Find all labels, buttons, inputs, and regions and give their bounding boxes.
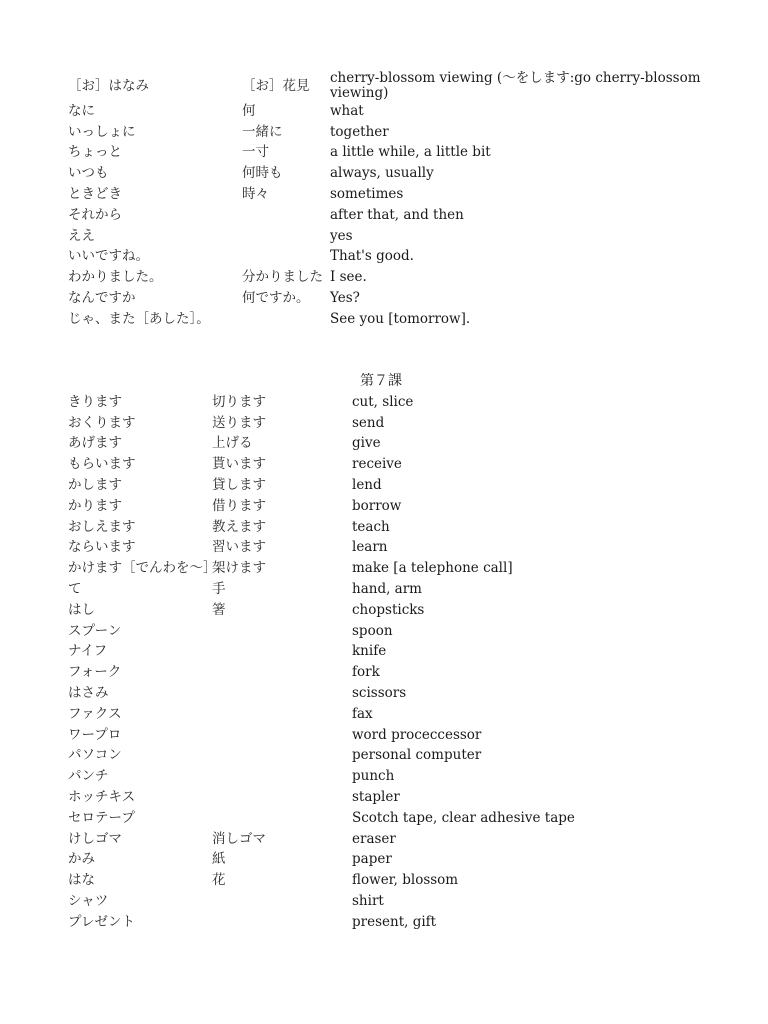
english-cell: flower, blossom: [352, 872, 459, 889]
kanji-cell: 時々: [242, 186, 269, 203]
vocab-row: [68, 538, 688, 559]
kanji-cell: 切ります: [212, 393, 266, 410]
kanji-cell: 架けます: [212, 560, 266, 577]
kana-cell: なんですか: [68, 290, 136, 307]
kana-cell: ホッチキス: [68, 789, 136, 806]
english-cell: That's good.: [330, 248, 414, 265]
english-cell: Scotch tape, clear adhesive tape: [352, 809, 575, 826]
english-cell: always, usually: [330, 165, 434, 182]
kanji-cell: 何ですか。: [242, 290, 310, 307]
kanji-cell: 借ります: [212, 497, 266, 514]
vocab-row: [68, 787, 688, 808]
vocab-row: [68, 247, 708, 268]
vocab-row: [68, 579, 688, 600]
kana-cell: あげます: [68, 435, 122, 452]
kanji-cell: [212, 891, 352, 912]
english-cell: teach: [352, 518, 390, 535]
kana-cell: おくります: [68, 414, 136, 431]
english-cell: cut, slice: [352, 393, 414, 410]
vocab-row: [68, 766, 688, 787]
english-cell: sometimes: [330, 186, 404, 203]
kanji-cell: [212, 746, 352, 767]
english-cell: scissors: [352, 685, 407, 702]
vocab-table-lesson-7: [68, 392, 688, 933]
vocab-row: [68, 434, 688, 455]
vocab-row: [68, 808, 688, 829]
english-cell: spoon: [352, 622, 393, 639]
kana-cell: ときどき: [68, 186, 122, 203]
vocab-row: [68, 454, 688, 475]
kanji-cell: [212, 787, 352, 808]
english-cell: knife: [352, 643, 387, 660]
vocab-row: [68, 517, 688, 538]
kanji-cell: [212, 662, 352, 683]
vocab-row: [68, 309, 708, 330]
kanji-cell: 貰います: [212, 456, 266, 473]
kanji-cell: ［お］花見: [242, 77, 310, 94]
kanji-cell: 紙: [212, 851, 226, 868]
vocab-row: [68, 725, 688, 746]
kana-cell: なに: [68, 102, 95, 119]
vocab-row: [68, 413, 688, 434]
kana-cell: セロテープ: [68, 809, 135, 826]
english-cell: cherry-blossom viewing (〜をします:go cherry-blossom viewing): [330, 70, 701, 101]
english-cell: yes: [330, 227, 353, 244]
english-cell: See you [tomorrow].: [330, 310, 471, 327]
kana-cell: もらいます: [68, 456, 136, 473]
vocab-row: [68, 267, 708, 288]
vocab-table-section-1: [68, 71, 708, 330]
kana-cell: それから: [68, 206, 122, 223]
vocab-row: [68, 642, 688, 663]
english-cell: hand, arm: [352, 581, 422, 598]
kanji-cell: 習います: [212, 539, 266, 556]
kanji-cell: [242, 226, 330, 247]
english-cell: send: [352, 414, 385, 431]
kanji-cell: [212, 912, 352, 933]
kanji-cell: [212, 704, 352, 725]
kana-cell: ちょっと: [68, 144, 122, 161]
kana-cell: パソコン: [68, 747, 122, 764]
vocab-row: [68, 392, 688, 413]
vocab-row: [68, 475, 688, 496]
vocab-row: [68, 850, 688, 871]
english-cell: receive: [352, 456, 402, 473]
kanji-cell: 手: [212, 581, 226, 598]
kanji-cell: 何時も: [242, 165, 283, 182]
kana-cell: ファクス: [68, 705, 122, 722]
kanji-cell: [242, 247, 330, 268]
kana-cell: はな: [68, 872, 95, 889]
vocab-row: [68, 122, 708, 143]
kanji-cell: 教えます: [212, 518, 266, 535]
vocab-row: [68, 226, 708, 247]
kanji-cell: [212, 621, 352, 642]
vocab-row: [68, 683, 688, 704]
english-cell: present, gift: [352, 913, 437, 930]
kana-cell: ならいます: [68, 539, 136, 556]
kanji-cell: 一寸: [242, 144, 269, 161]
kanji-cell: 何: [242, 102, 256, 119]
kana-cell: かけます［でんわを〜］: [68, 560, 217, 577]
vocab-row: [68, 704, 688, 725]
english-cell: stapler: [352, 789, 400, 806]
vocab-row: [68, 143, 708, 164]
kanji-cell: [242, 309, 330, 330]
english-cell: shirt: [352, 893, 384, 910]
kana-cell: シャツ: [68, 893, 109, 910]
vocab-row: [68, 891, 688, 912]
english-cell: personal computer: [352, 747, 482, 764]
kanji-cell: 消しゴマ: [212, 830, 266, 847]
english-cell: make [a telephone call]: [352, 560, 513, 577]
english-cell: chopsticks: [352, 601, 425, 618]
english-cell: after that, and then: [330, 206, 464, 223]
kana-cell: わかりました。: [68, 269, 163, 286]
vocab-row: [68, 662, 688, 683]
kana-cell: おしえます: [68, 518, 136, 535]
kana-cell: かします: [68, 477, 122, 494]
kanji-cell: 花: [212, 872, 226, 889]
kana-cell: いっしょに: [68, 123, 136, 140]
kana-cell: ええ: [68, 227, 95, 244]
english-cell: learn: [352, 539, 388, 556]
english-cell: what: [330, 102, 364, 119]
vocab-row: [68, 558, 688, 579]
english-cell: Yes?: [330, 290, 360, 307]
lesson-heading: 第７課: [360, 373, 402, 389]
kanji-cell: 上げる: [212, 435, 253, 452]
english-cell: fork: [352, 664, 380, 681]
kana-cell: パンチ: [68, 768, 109, 785]
english-cell: a little while, a little bit: [330, 144, 491, 161]
kanji-cell: [212, 683, 352, 704]
kanji-cell: 貸します: [212, 477, 266, 494]
kanji-cell: 箸: [212, 601, 226, 618]
kanji-cell: 分かりました: [242, 269, 323, 286]
vocab-row: [68, 912, 688, 933]
kanji-cell: 送ります: [212, 414, 266, 431]
vocab-row: [68, 163, 708, 184]
kanji-cell: [212, 808, 352, 829]
kana-cell: ワープロ: [68, 726, 122, 743]
english-cell: I see.: [330, 269, 367, 286]
kana-cell: けしゴマ: [68, 830, 122, 847]
kana-cell: フォーク: [68, 664, 122, 681]
kana-cell: いいですね。: [68, 248, 149, 265]
kana-cell: かります: [68, 497, 122, 514]
kana-cell: じゃ、また［あした］。: [68, 310, 210, 327]
kana-cell: はさみ: [68, 685, 109, 702]
english-cell: borrow: [352, 497, 402, 514]
kana-cell: ［お］はなみ: [68, 77, 149, 94]
kana-cell: きります: [68, 393, 122, 410]
english-cell: fax: [352, 705, 373, 722]
vocab-row: [68, 101, 708, 122]
kana-cell: いつも: [68, 165, 109, 182]
english-cell: word proceccessor: [352, 726, 482, 743]
vocab-row: [68, 746, 688, 767]
kana-cell: はし: [68, 601, 95, 618]
kana-cell: プレゼント: [68, 913, 135, 930]
english-cell: punch: [352, 768, 395, 785]
kana-cell: て: [68, 581, 82, 598]
kana-cell: スプーン: [68, 622, 122, 639]
kanji-cell: [242, 205, 330, 226]
english-cell: lend: [352, 477, 382, 494]
vocab-row: [68, 288, 708, 309]
kanji-cell: [212, 725, 352, 746]
kana-cell: かみ: [68, 851, 95, 868]
vocab-row: [68, 600, 688, 621]
kanji-cell: 一緒に: [242, 123, 283, 140]
kanji-cell: [212, 766, 352, 787]
vocab-row: [68, 829, 688, 850]
vocab-row: [68, 496, 688, 517]
english-cell: together: [330, 123, 389, 140]
kanji-cell: [212, 642, 352, 663]
vocab-row: [68, 71, 708, 101]
english-cell: give: [352, 435, 381, 452]
vocab-row: [68, 205, 708, 226]
kana-cell: ナイフ: [68, 643, 108, 660]
vocab-row: [68, 184, 708, 205]
english-cell: paper: [352, 851, 392, 868]
vocab-row: [68, 870, 688, 891]
vocab-row: [68, 621, 688, 642]
english-cell: eraser: [352, 830, 396, 847]
